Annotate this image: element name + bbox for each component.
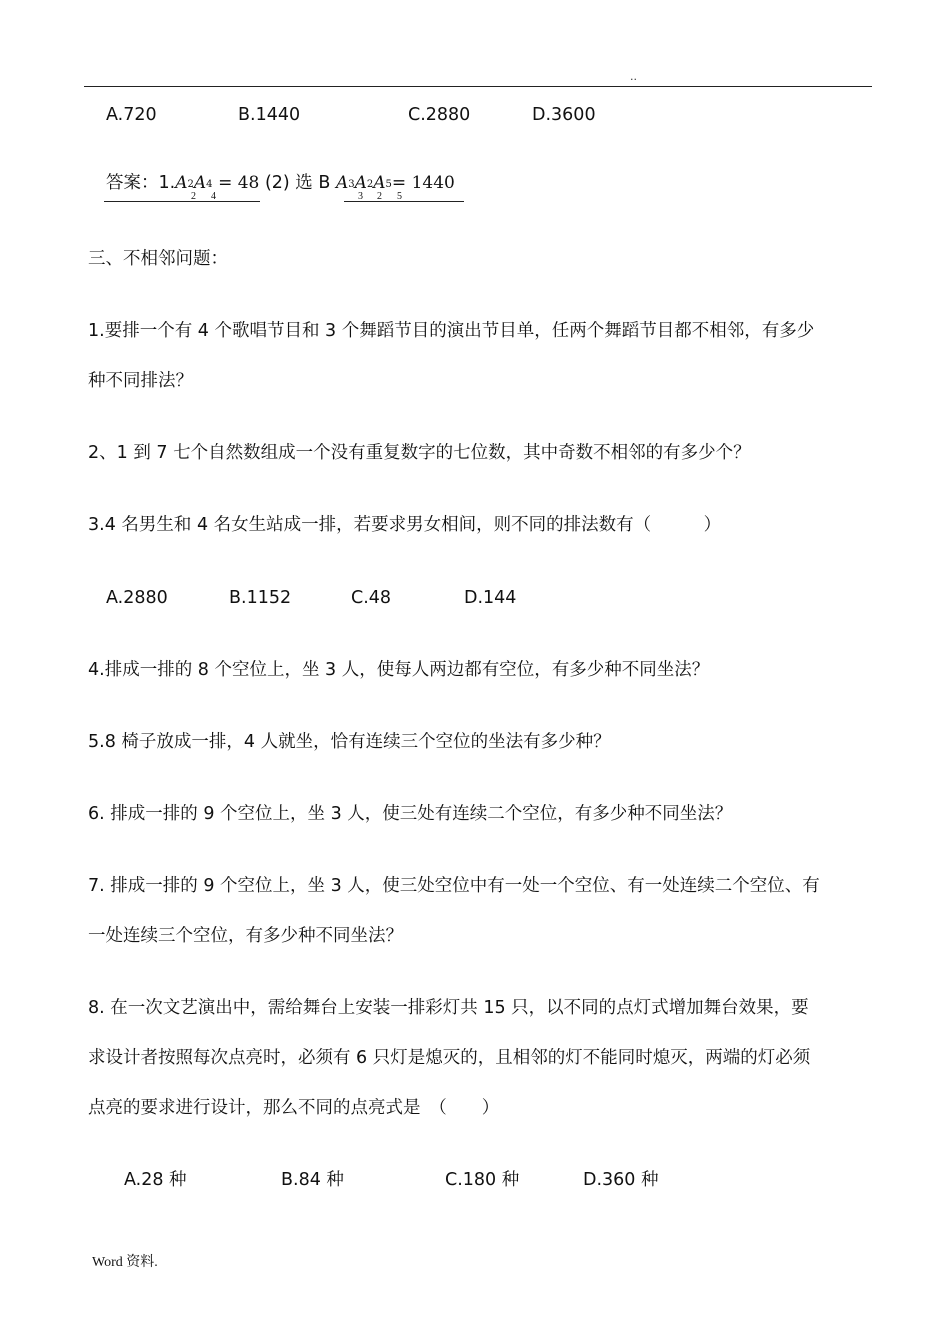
header-rule [84,86,872,87]
section-title: 三、不相邻问题： [88,249,228,269]
answer-formula-1-sub-2: 4 [211,191,216,202]
answer-formula-1-sub-1: 2 [191,191,196,202]
question-8-line-2: 求设计者按照每次点亮时，必须有 6 只灯是熄灭的，且相邻的灯不能同时熄灭，两端的灯必须 [88,1048,811,1068]
question-1-line-2: 种不同排法？ [88,371,193,391]
question-3-option-d: D.144 [464,588,517,608]
question-4: 4.排成一排的 8 个空位上，坐 3 人，使每人两边都有空位，有多少种不同坐法？ [88,660,710,680]
answer-mid: (2) 选 B [264,173,331,193]
prev-option-d: D.3600 [532,105,596,125]
answer-prefix: 答案：1. [106,173,176,193]
question-3-option-b: B.1152 [229,588,292,608]
question-2: 2、1 到 7 七个自然数组成一个没有重复数字的七位数，其中奇数不相邻的有多少个？ [88,443,751,463]
question-7-line-1: 7. 排成一排的 9 个空位上，坐 3 人，使三处空位中有一处一个空位、有一处连续二个空位、有 [88,876,820,896]
question-7-line-2: 一处连续三个空位，有多少种不同坐法？ [88,926,403,946]
question-8-option-a: A.28 种 [124,1170,187,1190]
answer-formula-2-sub-1: 3 [358,191,363,202]
answer-formula-2-result: = 1440 [391,173,455,193]
answer-line [106,172,455,197]
prev-option-b: B.1440 [238,105,301,125]
question-6: 6. 排成一排的 9 个空位上，坐 3 人，使三处有连续二个空位，有多少种不同坐法？ [88,804,733,824]
header-dots: .. [630,70,637,83]
question-3: 3.4 名男生和 4 名女生站成一排，若要求男女相间，则不同的排法数有（ ） [88,515,722,535]
question-5: 5.8 椅子放成一排，4 人就坐，恰有连续三个空位的坐法有多少种？ [88,732,611,752]
answer-formula-1: A2A4 [175,173,213,193]
question-3-option-a: A.2880 [106,588,168,608]
question-8-option-d: D.360 种 [583,1170,659,1190]
answer-formula-2-sub-3: 5 [397,191,402,202]
question-1-line-1: 1.要排一个有 4 个歌唱节目和 3 个舞蹈节目的演出节目单，任两个舞蹈节目都不相邻，有多少 [88,321,815,341]
prev-option-c: C.2880 [408,105,471,125]
answer-formula-1-result: = 48 [218,173,260,193]
question-3-option-c: C.48 [351,588,392,608]
answer-underline-1 [104,201,260,202]
answer-formula-2-sub-2: 2 [377,191,382,202]
question-8-line-1: 8. 在一次文艺演出中，需给舞台上安装一排彩灯共 15 只，以不同的点灯式增加舞台效果，要 [88,998,809,1018]
footer-text: Word 资料. [92,1255,158,1270]
prev-option-a: A.720 [106,105,157,125]
question-8-option-b: B.84 种 [281,1170,344,1190]
answer-underline-2 [344,201,464,202]
question-8-option-c: C.180 种 [445,1170,520,1190]
question-8-line-3: 点亮的要求进行设计，那么不同的点亮式是 （ ） [88,1098,500,1118]
answer-formula-2: A3A2A5 [335,173,392,193]
